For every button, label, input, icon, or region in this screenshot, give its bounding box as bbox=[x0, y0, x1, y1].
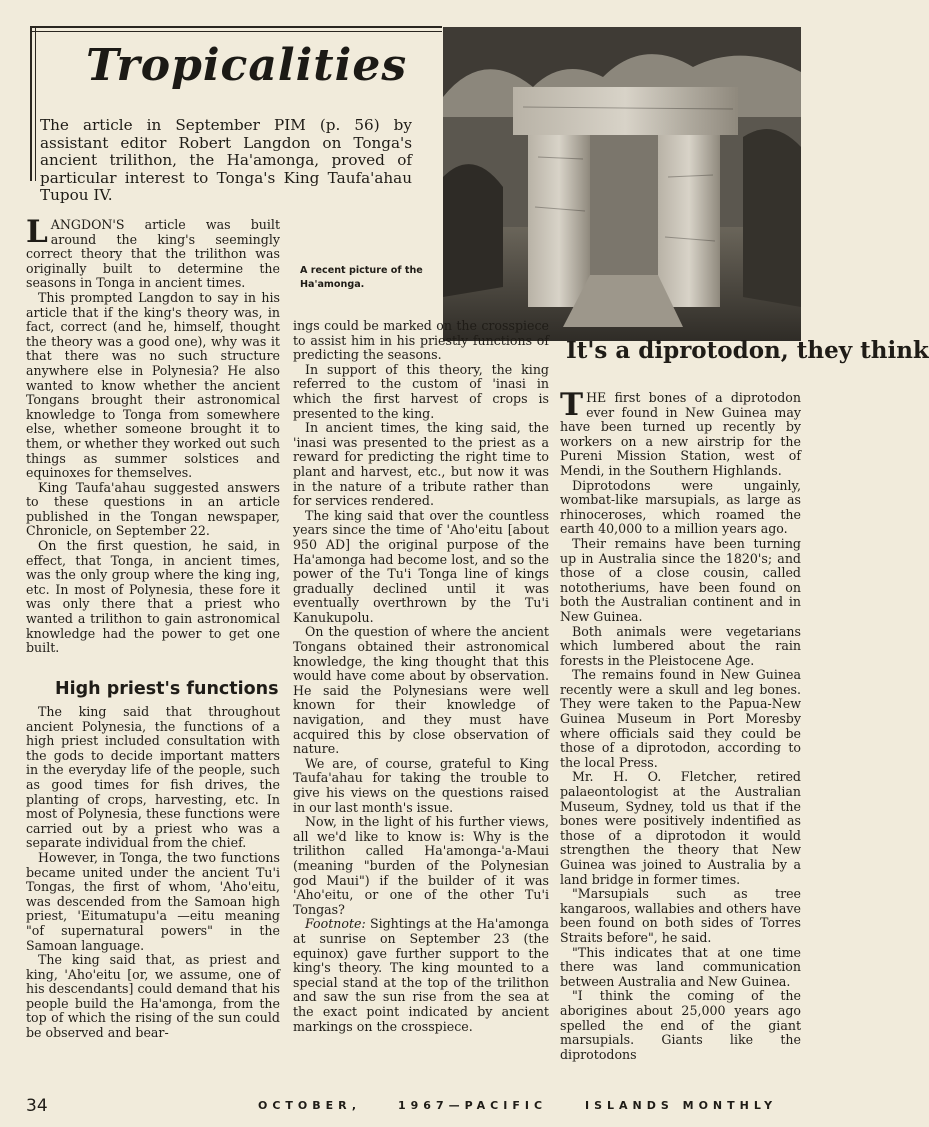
drop-cap: L bbox=[26, 214, 48, 250]
footnote-text: Sightings at the Ha'amonga at sunrise on September 23 (the equinox) gave further support to the king's theory. The king mounted to a special stand at the top of the trilithon and saw the sun rise from the sea at the exact point indicated by ancient markings on the crosspiece. bbox=[293, 916, 549, 1034]
article-column-1-continued bbox=[26, 705, 280, 1041]
paragraph: Both animals were vegetarians which lumbered about the rain forests in the Pleistocene Age. bbox=[560, 623, 801, 668]
article-opening-paragraph bbox=[26, 214, 280, 291]
subheading-high-priest: High priest's functions bbox=[55, 679, 279, 699]
paragraph: Now, in the light of his further views, all we'd like to know is: Why is the trilithon called Ha'amonga-'a-Maui (meaning "burden of the Polynesian god Maui") if the builder of it was 'Aho'eitu, or one of the other Tu'i Tongas? bbox=[293, 814, 549, 917]
paragraph: "This indicates that at one time there was land communication between Australia and New Guinea. bbox=[560, 944, 801, 989]
footer-year-publication: 1967—PACIFIC bbox=[398, 1099, 548, 1112]
paragraph: King Taufa'ahau suggested answers to these questions in an article published in the Tongan newspaper, Chronicle, on September 22. bbox=[26, 479, 280, 539]
paragraph: In ancient times, the king said, the 'inasi was presented to the priest as a reward for predicting the right time to plant and harvest, etc., but now it was in the nature of a tribute rather than for services rendered. bbox=[293, 420, 549, 509]
paragraph: Their remains have been turning up in Australia since the 1820's; and those of a close cousin, called nototheriums, have been found on both the Australian continent and in New Guinea. bbox=[560, 535, 801, 624]
page-number: 34 bbox=[26, 1096, 48, 1116]
footnote-label: Footnote: bbox=[305, 916, 366, 932]
drop-cap: T bbox=[560, 387, 584, 423]
section-title: Tropicalities bbox=[86, 40, 408, 91]
paragraph: On the first question, he said, in effect, that Tonga, in ancient times, was the only group where the king ing, etc. In most of Polynesia, these fore it was only there that a priest who wanted a trilithon to gain astronomical knowledge had the power to get one built. bbox=[26, 538, 280, 656]
article-column-3 bbox=[560, 387, 801, 1062]
paragraph: The king said that throughout ancient Polynesia, the functions of a high priest included consultation with the gods to decide important matters in the everyday life of the people, such as good times for fish drives, the planting of crops, harvesting, etc. In most of Polynesia, these functions were carried out by a priest who was a separate individual from the chief. bbox=[26, 704, 280, 851]
paragraph: The remains found in New Guinea recently were a skull and leg bones. They were taken to the Papua-New Guinea Museum in Port Moresby where officials said they could be those of a diprotodon, according to the local Press. bbox=[560, 667, 801, 770]
paragraph: "I think the coming of the aborigines about 25,000 years ago spelled the end of the giant marsupials. Giants like the diprotodons bbox=[560, 988, 801, 1062]
title-frame-top-rule bbox=[30, 26, 442, 32]
intro-paragraph: The article in September PIM (p. 56) by assistant editor Robert Langdon on Tonga's ancient trilithon, the Ha'amonga, proved of particular interest to Tonga's King Taufa'ahau Tupou IV. bbox=[40, 116, 412, 205]
paragraph: This prompted Langdon to say in his article that if the king's theory was, in fact, correct (and he, himself, thought the theory was a good one), why was it that there was no such structure anywhere else in Polynesia? He also wanted to know whether the ancient Tongans brought their astronomical knowledge to Tonga from somewhere else, whether someone brought it to them, or whether they worked out such things as summer solstices and equinoxes for themselves. bbox=[26, 289, 280, 481]
photo-caption: A recent picture of the Ha'amonga. bbox=[300, 265, 423, 290]
paragraph: "Marsupials such as tree kangaroos, wallabies and others have been found on both sides of Torres Straits before", he said. bbox=[560, 886, 801, 945]
paragraph: We are, of course, grateful to King Taufa'ahau for taking the trouble to give his views on the questions raised in our last month's issue. bbox=[293, 755, 549, 815]
article-column-2 bbox=[293, 319, 549, 1034]
paragraph: In support of this theory, the king referred to the custom of 'inasi in which the first harvest of crops is presented to the king. bbox=[293, 361, 549, 421]
paragraph: Mr. H. O. Fletcher, retired palaeontologist at the Australian Museum, Sydney, told us that if the bones were positively indentified as those of a diprotodon it would strengthen the theory that New Guinea was joined to Australia by a land bridge in former times. bbox=[560, 769, 801, 887]
haamonga-photo bbox=[443, 27, 801, 341]
footer-magazine-name: ISLANDS MONTHLY bbox=[585, 1099, 778, 1112]
paragraph: The king said that, as priest and king, 'Aho'eitu [or, we assume, one of his descendants] could demand that his people build the Ha'amonga, from the top of which the rising of the sun could be observed and bear- bbox=[26, 952, 280, 1041]
paragraph-text: HE first bones of a diprotodon ever found in New Guinea may have been turned up recently by workers on a new airstrip for the Pureni Mission Station, west of Mendi, in the Southern Highlands. bbox=[560, 390, 801, 478]
paragraph: On the question of where the ancient Tongans obtained their astronomical knowledge, the king thought that this would have come about by observation. He said the Polynesians were well known for their knowledge of navigation, and they must have acquired this by close observation of nature. bbox=[293, 624, 549, 757]
paragraph: However, in Tonga, the two functions became united under the ancient Tu'i Tongas, the first of whom, 'Aho'eitu, was descended from the Samoan high priest, 'Eitumatupu'a —eitu meaning "of supernatural powers" in the Samoan language. bbox=[26, 849, 280, 953]
diprotodon-headline: It's a diprotodon, they think bbox=[566, 337, 929, 364]
paragraph: Diprotodons were ungainly, wombat-like marsupials, as large as rhinoceroses, which roamed the earth 40,000 to a million years ago. bbox=[560, 477, 801, 537]
paragraph-text: ANGDON'S article was built around the king's seemingly correct theory that the trilithon was originally built to determine the seasons in Tonga in ancient times. bbox=[26, 217, 280, 291]
title-frame-left-rule bbox=[30, 26, 36, 181]
footer-month: OCTOBER, bbox=[258, 1099, 362, 1112]
paragraph: ings could be marked on the crosspiece to assist him in his priestly functions of predicting the seasons. bbox=[293, 318, 549, 363]
paragraph: The king said that over the countless years since the time of 'Aho'eitu [about 950 AD] the original purpose of the Ha'amonga had become lost, and so the power of the Tu'i Tonga line of kings gradually declined until it was eventually overthrown by the Tu'i Kanukupolu. bbox=[293, 507, 549, 625]
footnote-paragraph bbox=[293, 917, 549, 1034]
article-opening-paragraph bbox=[560, 387, 801, 479]
article-column-1 bbox=[26, 214, 280, 656]
